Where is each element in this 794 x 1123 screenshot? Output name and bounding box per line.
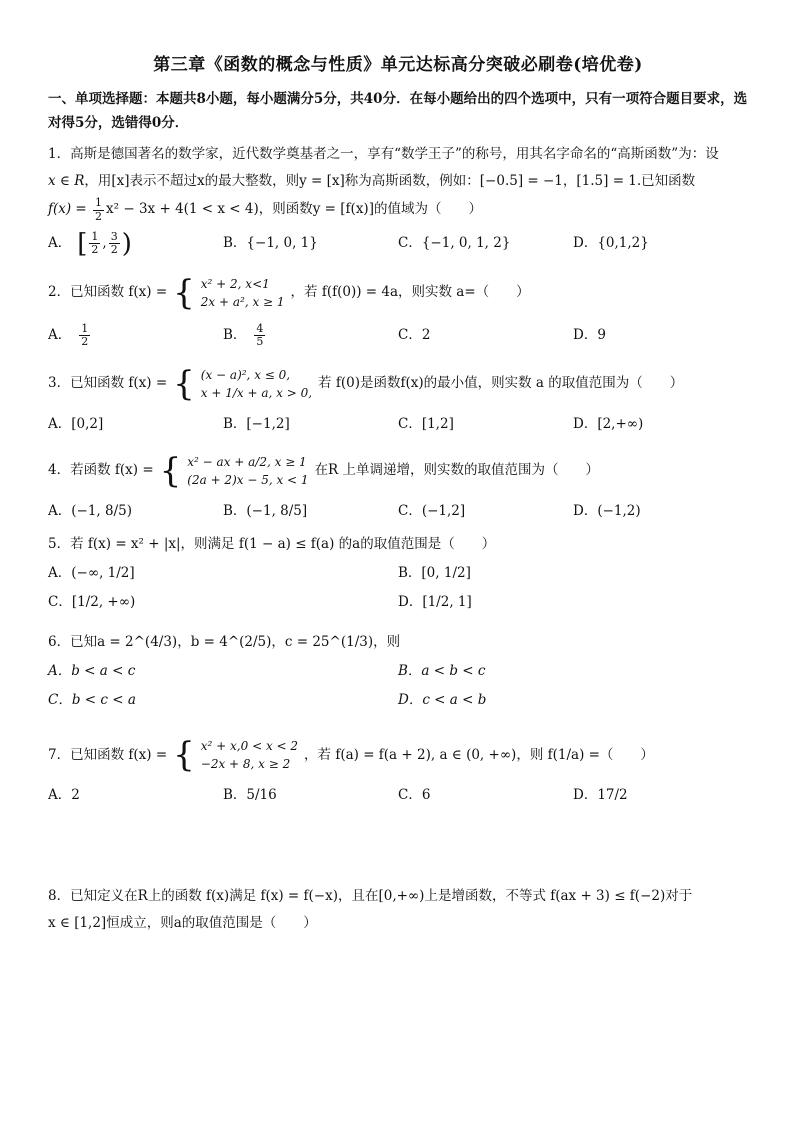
question-4-option-d[interactable]: D．(−1,2) <box>573 502 641 519</box>
question-8 <box>48 886 748 934</box>
spacer <box>48 818 748 880</box>
question-5-options <box>48 563 748 621</box>
section-heading: 一、单项选择题：本题共8小题，每小题满分5分，共40分．在每小题给出的四个选项中，只有一项符合题目要求，选对得5分，选错得0分． <box>48 91 748 131</box>
question-7-lead: 7．已知函数 f(x) = <box>48 746 168 763</box>
question-2-option-b[interactable]: B． $\frac{4}{5}$ <box>223 321 264 348</box>
brace-icon: { <box>173 735 195 776</box>
question-1-option-b[interactable]: B．{−1, 0, 1} <box>223 235 318 252</box>
question-7-option-b[interactable]: B．5/16 <box>223 787 277 804</box>
question-5 <box>48 534 748 621</box>
question-3-option-a[interactable]: A．[0,2] <box>48 415 104 432</box>
question-4-lead: 4．若函数 f(x) = <box>48 462 154 479</box>
question-8-stem-a: 8．已知定义在R上的函数 f(x)满足 f(x) = f(−x)，且在[0,+∞)上是增函数，不等式 f(ax + 3) ≤ f(−2)对于 <box>48 888 693 905</box>
question-6-options <box>48 661 748 719</box>
question-7-cases: x² + x,0 < x < 2 −2x + 8, x ≥ 2 <box>200 739 299 772</box>
question-1-options <box>48 228 748 259</box>
question-5-option-b[interactable]: B．[0, 1/2] <box>398 564 471 581</box>
question-3-option-c[interactable]: C．[1,2] <box>398 415 454 432</box>
question-1-stem-a: 1．高斯是德国著名的数学家，近代数学奠基者之一，享有“数学王子”的称号，用其名字命名的“高斯函数”为：设 <box>48 145 719 162</box>
question-6 <box>48 632 748 719</box>
question-6-option-c[interactable]: C．b < c < a <box>48 692 136 709</box>
question-3-option-b[interactable]: B．[−1,2] <box>223 415 290 432</box>
question-5-option-c[interactable]: C．[1/2, +∞) <box>48 593 136 610</box>
question-3-option-d[interactable]: D．[2,+∞) <box>573 415 644 432</box>
question-7-option-a[interactable]: A．2 <box>48 787 80 804</box>
brace-icon: { <box>173 272 195 313</box>
question-1-set-expr: x ∈ R <box>48 172 85 189</box>
question-4 <box>48 447 748 522</box>
question-6-option-d[interactable]: D．c < a < b <box>398 692 487 709</box>
question-1-func-tail: x² − 3x + 4(1 < x < 4)，则函数y = [f(x)]的值域为（ ） <box>106 201 482 218</box>
brace-icon: { <box>173 363 195 404</box>
question-2-lead: 2．已知函数 f(x) = <box>48 284 168 301</box>
question-3 <box>48 360 748 435</box>
question-1-option-a[interactable]: A． [ $\frac{1}{2}$ , $\frac{3}{2}$ ) <box>48 228 132 259</box>
page-title: 第三章《函数的概念与性质》单元达标高分突破必刷卷(培优卷) <box>153 55 643 75</box>
question-2 <box>48 269 748 348</box>
question-2-option-d[interactable]: D．9 <box>573 326 606 343</box>
question-7 <box>48 731 748 806</box>
exam-page <box>48 52 748 938</box>
question-1-func: f(x) = <box>48 201 92 218</box>
question-2-options <box>48 323 748 348</box>
question-7-tail: ，若 f(a) = f(a + 2), a ∈ (0, +∞)，则 f(1/a) =（ ） <box>304 746 654 763</box>
question-1-stem-b: ，用[x]表示不超过x的最大整数，则y = [x]称为高斯函数，例如：[−0.5] = −1，[1.5] = 1.已知函数 <box>84 172 696 189</box>
question-2-option-c[interactable]: C．2 <box>398 326 431 343</box>
brace-icon: { <box>159 450 182 491</box>
question-3-cases: (x − a)², x ≤ 0, x + 1/x + a, x > 0, <box>200 367 313 400</box>
question-6-option-a[interactable]: A．b < a < c <box>48 663 136 680</box>
question-4-cases: x² − ax + a/2, x ≥ 1 (2a + 2)x − 5, x < 1 <box>187 454 309 487</box>
question-2-cases: x² + 2, x<1 2x + a², x ≥ 1 <box>200 276 285 309</box>
question-2-option-a[interactable]: A． $\frac{1}{2}$ <box>48 321 89 348</box>
question-5-stem: 5．若 f(x) = x² + |x|，则满足 f(1 − a) ≤ f(a) 的a的取值范围是（ ） <box>48 535 496 552</box>
question-4-option-a[interactable]: A．(−1, 8/5) <box>48 502 132 519</box>
question-1-half-fraction: $\frac{1}{2}$ <box>95 196 103 223</box>
question-3-options <box>48 414 748 435</box>
question-4-options <box>48 501 748 522</box>
question-6-option-b[interactable]: B．a < b < c <box>398 663 486 680</box>
question-8-stem-b: x ∈ [1,2]恒成立，则a的取值范围是（ ） <box>48 915 317 932</box>
question-5-option-d[interactable]: D．[1/2, 1] <box>398 593 472 610</box>
question-1 <box>48 144 748 257</box>
question-5-option-a[interactable]: A．(−∞, 1/2] <box>48 564 135 581</box>
question-4-option-b[interactable]: B．(−1, 8/5] <box>223 502 308 519</box>
question-7-option-d[interactable]: D．17/2 <box>573 787 628 804</box>
question-4-option-c[interactable]: C．(−1,2] <box>398 502 466 519</box>
question-4-tail: 在R 上单调递增，则实数的取值范围为（ ） <box>314 462 600 479</box>
question-2-tail: ，若 f(f(0)) = 4a，则实数 a=（ ） <box>290 284 530 301</box>
question-1-option-c[interactable]: C．{−1, 0, 1, 2} <box>398 235 511 252</box>
question-7-options <box>48 785 748 806</box>
question-1-option-d[interactable]: D．{0,1,2} <box>573 235 649 252</box>
question-3-lead: 3．已知函数 f(x) = <box>48 375 168 392</box>
question-7-option-c[interactable]: C．6 <box>398 787 431 804</box>
question-3-tail: 若 f(0)是函数f(x)的最小值，则实数 a 的取值范围为（ ） <box>318 375 684 392</box>
question-6-stem: 6．已知a = 2^(4/3)，b = 4^(2/5)，c = 25^(1/3)，则 <box>48 634 401 651</box>
